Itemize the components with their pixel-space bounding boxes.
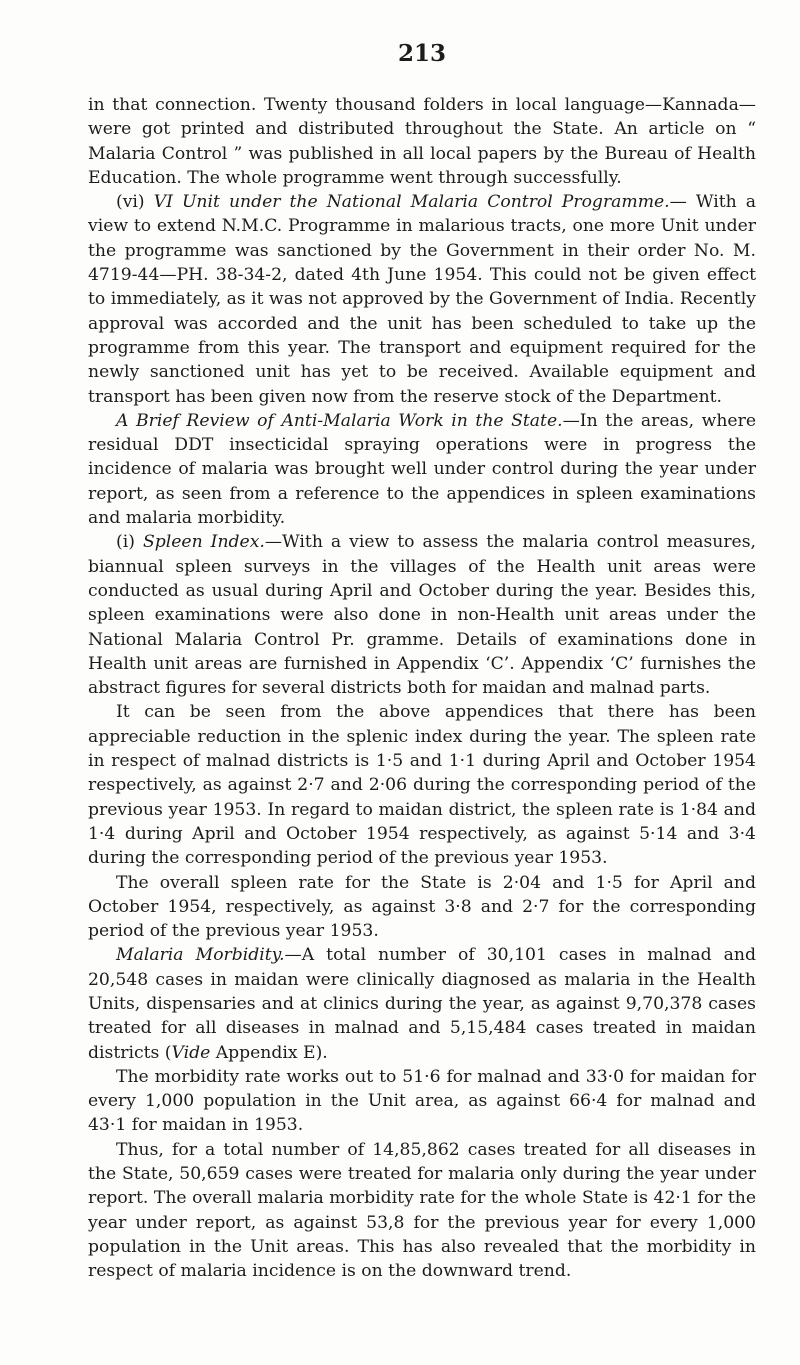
paragraph-7-body-a: —A total number of 30,101 cases in malnad and 20,548 cases in maidan were clinically diagnosed as malaria in the Health Units, dispensaries and at clinics during the year, as against 9,70,378 cases treated for all diseases in malnad and 5,15,484 cases treated in maidan districts ( — [88, 945, 756, 1063]
paragraph-2 — [88, 190, 756, 409]
body-text — [88, 93, 756, 1284]
paragraph-8: The morbidity rate works out to 51·6 for malnad and 33·0 for maidan for every 1,000 population in the Unit area, as against 66·4 for malnad and 43·1 for maidan in 1953. — [88, 1066, 756, 1136]
paragraph-5: It can be seen from the above appendices that there has been appreciable reduction in the splenic index during the year. The spleen rate in respect of malnad districts is 1·5 and 1·1 during April and October 1954 respectively, as against 2·7 and 2·06 during the corresponding period of the previous year 1953. In regard to maidan district, the spleen rate is 1·84 and 1·4 during April and October 1954 respectively, as against 5·14 and 3·4 during the corresponding period of the previous year 1953. — [88, 702, 756, 869]
page-number: 213 — [397, 40, 446, 67]
vide-reference: Vide — [171, 1042, 211, 1063]
paragraph-4-prefix: (i) — [116, 532, 135, 553]
paragraph-7-body-b: Appendix E). — [210, 1042, 328, 1063]
paragraph-4 — [88, 530, 756, 700]
paragraph-7 — [88, 943, 756, 1064]
paragraph-4-body: —With a view to assess the malaria control measures, biannual spleen surveys in the villages of the Health unit areas were conducted as usual during April and October during the year. Besides this, spleen examinations were also done in non-Health unit areas under the National Malaria Control Pr. gramme. Details of examinations done in Health unit areas are furnished in Appendix ‘C’. Appendix ‘C’ furnishes the abstract figures for several districts both for maidan and malnad parts. — [88, 532, 757, 699]
paragraph-3-body: —In the areas, where residual DDT insecticidal spraying operations were in progress the incidence of malaria was brought well under control during the year under report, as seen from a reference to the appendices in spleen examinations and malaria morbidity. — [88, 410, 756, 529]
paragraph-1: in that connection. Twenty thousand folders in local language—Kannada—were got printed and distributed throughout the State. An article on “ Malaria Control ” was published in all local papers by the Bureau of Health Education. The whole programme went through successfully. — [88, 95, 756, 188]
paragraph-3 — [88, 409, 756, 530]
paragraph-6: The overall spleen rate for the State is 2·04 and 1·5 for April and October 1954, respectively, as against 3·8 and 2·7 for the corresponding period of the previous year 1953. — [88, 872, 756, 942]
section-heading-malaria-morbidity: Malaria Morbidity. — [116, 945, 285, 966]
section-heading-brief-review: A Brief Review of Anti-Malaria Work in the State. — [116, 410, 563, 431]
section-heading-vi-unit: VI Unit under the National Malaria Control Programme. — [153, 192, 670, 213]
section-heading-spleen-index: Spleen Index. — [142, 532, 265, 553]
paragraph-2-prefix: (vi) — [116, 192, 145, 213]
paragraph-2-body: — With a view to extend N.M.C. Programme in malarious tracts, one more Unit under the programme was sanctioned by the Government in their order No. M. 4719-44—PH. 38-34-2, dated 4th June 1954. This could not be given effect to immediately, as it was not approved by the Government of India. Recently approval was accorded and the unit has been scheduled to take up the programme from this year. The transport and equipment required for the newly sanctioned unit has yet to be received. Available equipment and transport has been given now from the reserve stock of the Department. — [88, 192, 757, 407]
paragraph-9: Thus, for a total number of 14,85,862 cases treated for all diseases in the State, 50,659 cases were treated for malaria only during the year under report. The overall malaria morbidity rate for the whole State is 42·1 for the year under report, as against 53,8 for the previous year for every 1,000 population in the Unit areas. This has also revealed that the morbidity in respect of malaria incidence is on the downward trend. — [88, 1139, 756, 1282]
